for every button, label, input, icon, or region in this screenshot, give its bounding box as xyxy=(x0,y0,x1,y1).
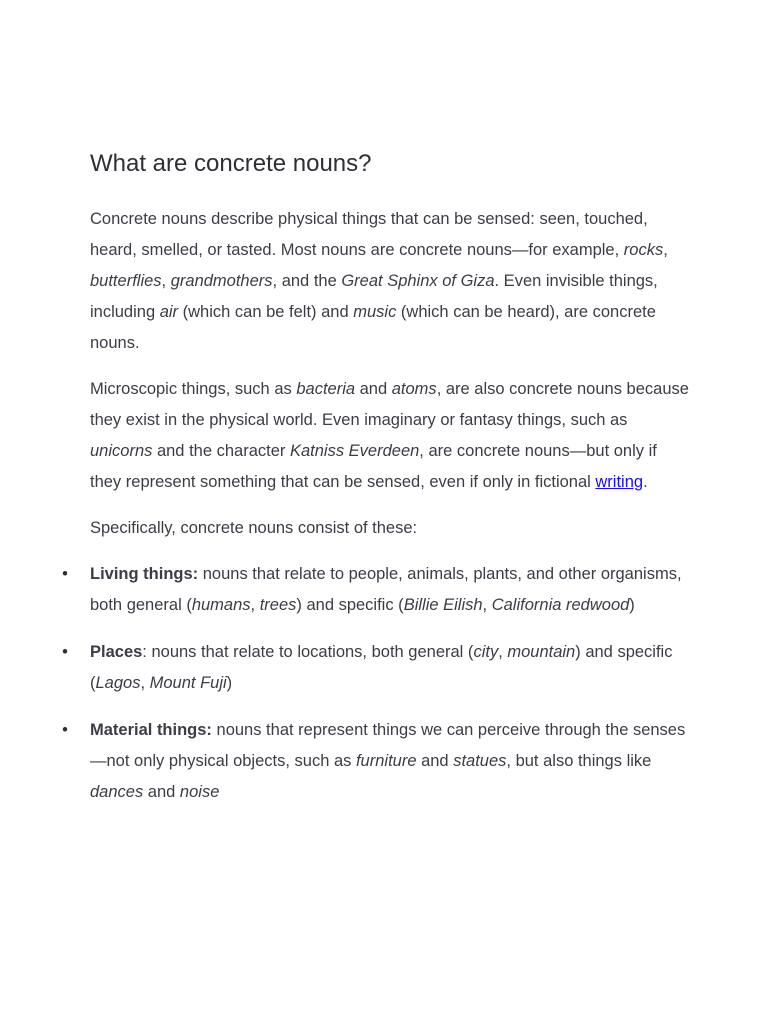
example-air: air xyxy=(159,303,179,321)
text-fragment: (which can be heard), are concrete nouns. xyxy=(90,303,656,352)
concrete-noun-types-list xyxy=(62,559,690,808)
text-fragment: ) and specific ( xyxy=(296,596,404,614)
text-fragment: and xyxy=(143,783,180,801)
writing-link[interactable]: writing xyxy=(595,473,644,491)
list-item-living-things xyxy=(62,559,690,621)
text-fragment: , are concrete nouns—but only if they represent something that can be sensed, even if only in fictional xyxy=(90,442,657,491)
text-fragment: . Even invisible things, including xyxy=(90,272,658,321)
text-fragment: , but also things like xyxy=(506,752,652,770)
bullet-icon: • xyxy=(62,721,68,739)
paragraph-microscopic xyxy=(90,374,690,498)
bullet-icon: • xyxy=(62,565,68,583)
article xyxy=(62,147,690,824)
text-fragment: nouns that represent things we can perceive through the senses—not only physical objects, such as xyxy=(90,721,686,770)
example-billie-eilish: Billie Eilish xyxy=(403,596,483,614)
text-fragment: Concrete nouns describe physical things that can be sensed: seen, touched, heard, smelled, or tasted. Most nouns are concrete nouns—for example, xyxy=(90,210,648,259)
page-title: What are concrete nouns? xyxy=(90,150,372,177)
paragraph-definition xyxy=(90,204,690,359)
example-humans: humans xyxy=(191,596,251,614)
example-atoms: atoms xyxy=(391,380,437,398)
example-city: city xyxy=(473,643,499,661)
example-great-sphinx: Great Sphinx of Giza xyxy=(341,272,495,290)
text-fragment: , are also concrete nouns because they exist in the physical world. Even imaginary or fantasy things, such as xyxy=(90,380,689,429)
text-fragment: and xyxy=(416,752,454,770)
example-noise: noise xyxy=(179,783,220,801)
example-statues: statues xyxy=(453,752,507,770)
text-fragment: , xyxy=(250,596,260,614)
text-fragment: , xyxy=(482,596,492,614)
list-item-label: Material things: xyxy=(90,721,212,739)
example-katniss-everdeen: Katniss Everdeen xyxy=(289,442,420,460)
example-dances: dances xyxy=(90,783,144,801)
paragraph-intro-list: Specifically, concrete nouns consist of these: xyxy=(90,519,418,537)
text-fragment: , xyxy=(498,643,508,661)
example-california-redwood: California redwood xyxy=(491,596,630,614)
example-mountain: mountain xyxy=(507,643,576,661)
bullet-icon: • xyxy=(62,643,68,661)
example-bacteria: bacteria xyxy=(296,380,356,398)
text-fragment: , xyxy=(140,674,150,692)
text-fragment: and xyxy=(355,380,392,398)
text-fragment: Microscopic things, such as xyxy=(90,380,297,398)
text-fragment: ) xyxy=(629,596,635,614)
text-fragment: , and the xyxy=(272,272,342,290)
text-fragment: ) and specific ( xyxy=(90,643,673,692)
list-item-material-things xyxy=(62,715,690,808)
text-fragment: ) xyxy=(226,674,233,692)
example-rocks: rocks xyxy=(623,241,664,259)
text-fragment: and the character xyxy=(152,442,290,460)
example-lagos: Lagos xyxy=(95,674,141,692)
list-item-label: Living things: xyxy=(90,565,199,583)
example-butterflies: butterflies xyxy=(90,272,162,290)
text-fragment: : nouns that relate to locations, both general ( xyxy=(142,643,474,661)
example-music: music xyxy=(353,303,397,321)
list-item-label: Places xyxy=(90,643,143,661)
example-furniture: furniture xyxy=(355,752,417,770)
list-item-places xyxy=(62,637,690,699)
example-grandmothers: grandmothers xyxy=(170,272,273,290)
example-unicorns: unicorns xyxy=(90,442,153,460)
example-trees: trees xyxy=(259,596,297,614)
text-fragment: , xyxy=(663,241,668,259)
text-fragment: (which can be felt) and xyxy=(178,303,354,321)
text-fragment: nouns that relate to people, animals, plants, and other organisms, both general ( xyxy=(90,565,682,614)
example-mount-fuji: Mount Fuji xyxy=(149,674,227,692)
text-fragment: , xyxy=(161,272,171,290)
text-fragment: . xyxy=(643,473,648,491)
